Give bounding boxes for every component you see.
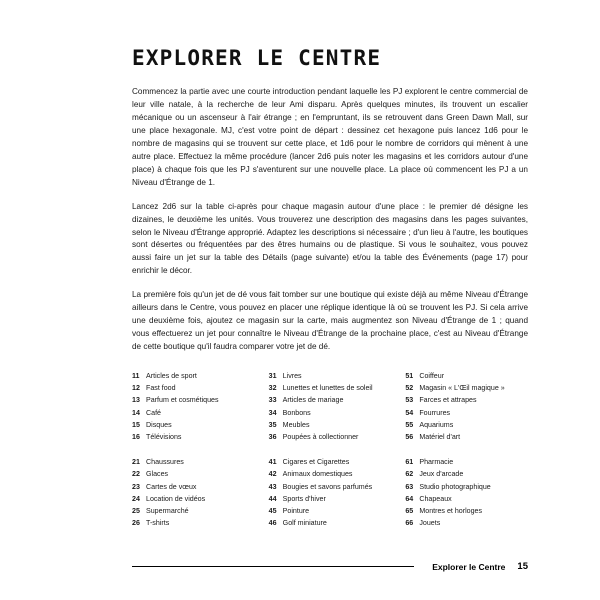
- list-item: [269, 493, 392, 505]
- entry-number: 65: [405, 506, 414, 515]
- list-item: [269, 481, 392, 493]
- entry-label: Montres et horloges: [419, 506, 483, 515]
- entry-label: Articles de mariage: [282, 396, 344, 405]
- entry-label: Bonbons: [282, 408, 311, 417]
- list-item: [132, 481, 255, 493]
- list-item: [132, 407, 255, 419]
- list-item: [269, 407, 392, 419]
- list-item: [269, 517, 392, 529]
- list-item: [132, 468, 255, 480]
- entry-number: 46: [268, 519, 277, 528]
- table-column: [132, 370, 255, 443]
- entry-number: 22: [132, 470, 140, 479]
- entry-label: Livres: [282, 372, 302, 381]
- table-block-lower: [132, 456, 528, 529]
- entry-label: Fast food: [146, 384, 176, 393]
- entry-number: 45: [268, 506, 277, 515]
- entry-number: 66: [405, 519, 414, 528]
- list-item: [132, 419, 255, 431]
- list-item: [405, 505, 528, 517]
- entry-label: Poupées à collectionner: [282, 433, 359, 442]
- random-tables: [132, 370, 528, 529]
- entry-number: 55: [405, 420, 414, 429]
- table-column: [405, 456, 528, 529]
- list-item: [132, 382, 255, 394]
- list-item: [132, 370, 255, 382]
- paragraph-3: La première fois qu'un jet de dé vous fait tomber sur une boutique qui existe déjà au même Niveau d'Étrange ailleurs dans le Centre, vous pouvez en placer une réplique identique là où se trouvent les PJ. Si cela arrive une deuxième fois, ajoutez ce magasin sur la carte, mais augmentez son Niveau d'Étrange de 1 ; quand vous effectuerez un jet pour connaître le Niveau d'Étrange de la prochaine place, c'est au Niveau d'Étrange de cette boutique qu'il faudra comparer votre jet de dé.: [132, 290, 528, 352]
- entry-label: Meubles: [282, 420, 310, 429]
- list-item: [132, 517, 255, 529]
- entry-number: 24: [132, 494, 140, 503]
- entry-number: 16: [132, 433, 140, 442]
- list-item: [269, 382, 392, 394]
- entry-number: 35: [268, 420, 277, 429]
- list-item: [269, 468, 392, 480]
- page-number: 15: [517, 561, 528, 572]
- entry-label: Chaussures: [146, 458, 184, 467]
- list-item: [269, 456, 392, 468]
- list-item: [132, 493, 255, 505]
- paragraph-1: Commencez la partie avec une courte introduction pendant laquelle les PJ explorent le centre commercial de leur ville natale, à la recherche de leur Ami disparu. Après quelques minutes, ils trouvent un escalier mécanique ou un ascenseur à l'air étrange ; en l'empruntant, ils se retrouvent dans Green Dawn Mall, sur une place hexagonale. MJ, c'est votre point de départ : dessinez cet hexagone puis lancez 1d6 pour le nombre de magasins qui se trouvent sur cette place, et 1d6 pour le nombre de corridors qui mènent à une autre place. Effectuez la même procédure (lancer 2d6 puis noter les magasins et les corridors autour d'une place) à chaque fois que les PJ s'aventurent sur une nouvelle place. La place où commencent les PJ a un Niveau d'Étrange de 1.: [132, 87, 528, 187]
- entry-number: 56: [405, 433, 414, 442]
- list-item: [269, 431, 392, 443]
- entry-label: Jeux d'arcade: [419, 470, 464, 479]
- entry-number: 34: [268, 408, 277, 417]
- entry-number: 13: [132, 396, 140, 405]
- list-item: [132, 456, 255, 468]
- page-title: EXPLORER LE CENTRE: [132, 46, 382, 70]
- entry-number: 54: [405, 408, 414, 417]
- table-block-upper: [132, 370, 528, 443]
- list-item: [405, 456, 528, 468]
- entry-label: Parfum et cosmétiques: [146, 396, 219, 405]
- entry-label: Location de vidéos: [146, 494, 206, 503]
- entry-label: Magasin « L'Œil magique »: [419, 384, 505, 393]
- table-column: [132, 456, 255, 529]
- list-item: [405, 382, 528, 394]
- entry-number: 36: [268, 433, 277, 442]
- list-item: [405, 481, 528, 493]
- list-item: [405, 431, 528, 443]
- entry-label: Café: [146, 408, 161, 417]
- list-item: [269, 370, 392, 382]
- entry-number: 23: [132, 482, 140, 491]
- entry-label: Aquariums: [419, 420, 454, 429]
- entry-label: Sports d'hiver: [282, 494, 326, 503]
- table-column: [269, 456, 392, 529]
- footer-divider: [132, 566, 414, 567]
- list-item: [405, 394, 528, 406]
- entry-label: Bougies et savons parfumés: [282, 482, 373, 491]
- entry-number: 25: [132, 506, 140, 515]
- page-footer: [132, 561, 528, 572]
- entry-number: 26: [132, 519, 140, 528]
- list-item: [269, 419, 392, 431]
- entry-label: Télévisions: [146, 433, 182, 442]
- entry-number: 51: [405, 372, 414, 381]
- entry-label: Lunettes et lunettes de soleil: [282, 384, 373, 393]
- list-item: [405, 517, 528, 529]
- entry-number: 42: [268, 470, 277, 479]
- entry-number: 21: [132, 458, 140, 467]
- list-item: [405, 493, 528, 505]
- entry-number: 12: [132, 384, 140, 393]
- list-item: [405, 370, 528, 382]
- entry-number: 63: [405, 482, 414, 491]
- entry-label: Coiffeur: [419, 372, 445, 381]
- entry-number: 11: [132, 372, 140, 381]
- entry-label: Cartes de vœux: [146, 482, 197, 491]
- entry-label: Chapeaux: [419, 494, 452, 503]
- entry-label: T-shirts: [146, 519, 170, 528]
- entry-label: Golf miniature: [282, 519, 327, 528]
- entry-label: Supermarché: [146, 506, 189, 515]
- list-item: [132, 431, 255, 443]
- entry-label: Studio photographique: [419, 482, 491, 491]
- entry-number: 61: [405, 458, 414, 467]
- entry-label: Fourrures: [419, 408, 451, 417]
- entry-number: 44: [268, 494, 277, 503]
- list-item: [132, 394, 255, 406]
- body-copy: [132, 86, 528, 354]
- entry-number: 32: [268, 384, 277, 393]
- list-item: [405, 419, 528, 431]
- entry-label: Farces et attrapes: [419, 396, 477, 405]
- entry-label: Cigares et Cigarettes: [282, 458, 350, 467]
- entry-label: Jouets: [419, 519, 441, 528]
- entry-label: Disques: [146, 420, 172, 429]
- entry-label: Animaux domestiques: [282, 470, 353, 479]
- entry-label: Glaces: [146, 470, 169, 479]
- entry-label: Pharmacie: [419, 458, 454, 467]
- entry-number: 64: [405, 494, 414, 503]
- entry-label: Matériel d'art: [419, 433, 461, 442]
- table-column: [269, 370, 392, 443]
- list-item: [269, 394, 392, 406]
- entry-number: 31: [268, 372, 277, 381]
- paragraph-2: Lancez 2d6 sur la table ci-après pour chaque magasin autour d'une place : le premier dé désigne les dizaines, le deuxième les unités. Vous trouverez une description des magasins dans les pages suivantes, selon le Niveau d'Étrange approprié. Adaptez les descriptions si nécessaire ; d'un lieu à l'autre, les boutiques sont désertes ou fréquentées par des êtres humains ou de plastique. Si vous le souhaitez, vous pouvez aussi faire un jet sur la table des Détails (page suivante) et/ou la table des Événements (page 17) pour enrichir le décor.: [132, 201, 528, 276]
- entry-number: 52: [405, 384, 414, 393]
- entry-number: 62: [405, 470, 414, 479]
- entry-number: 41: [268, 458, 277, 467]
- entry-number: 15: [132, 420, 140, 429]
- list-item: [405, 407, 528, 419]
- entry-number: 43: [268, 482, 277, 491]
- list-item: [132, 505, 255, 517]
- entry-number: 53: [405, 396, 414, 405]
- entry-label: Pointure: [282, 506, 310, 515]
- footer-section-title: Explorer le Centre: [432, 561, 506, 572]
- entry-number: 14: [132, 408, 140, 417]
- list-item: [405, 468, 528, 480]
- table-column: [405, 370, 528, 443]
- list-item: [269, 505, 392, 517]
- entry-label: Articles de sport: [146, 372, 197, 381]
- entry-number: 33: [268, 396, 277, 405]
